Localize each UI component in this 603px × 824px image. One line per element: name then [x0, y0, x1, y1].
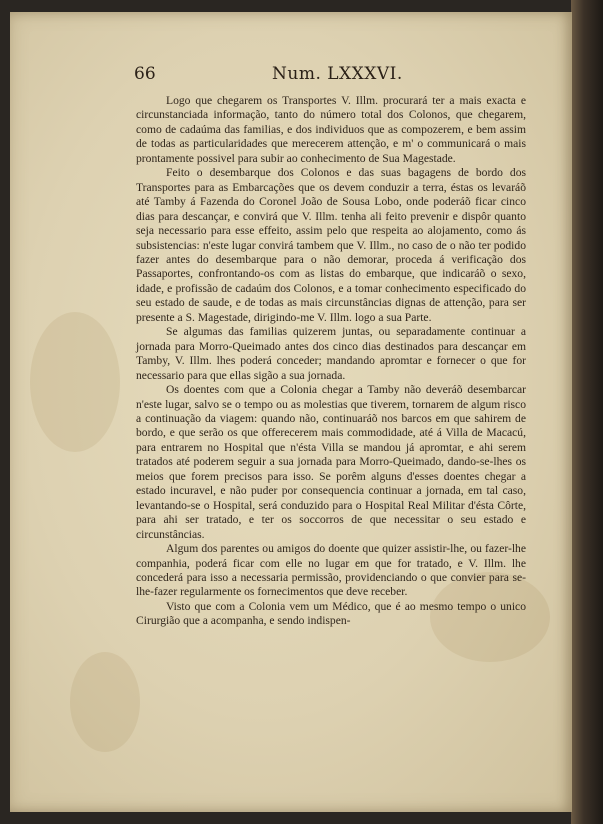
paragraph: Se algumas das familias quizerem juntas, ou separadamente continuar a jornada para Morro-Queimado antes dos cinco dias destinados para descançar em Tamby, V. Illm. lhes poderá conceder; mandando apromtar e fornecer o que for necessario para que ellas sigão a sua jornada.	[136, 325, 526, 382]
document-body	[136, 94, 526, 629]
page-number: 66	[134, 64, 156, 84]
paragraph: Feito o desembarque dos Colonos e das suas bagagens de bordo dos Transportes para as Embarcações que os devem conduzir a terra, éstas os levaráõ até Tamby á Fazenda do Coronel João de Sousa Lobo, onde poderáõ ficar cinco dias para descançar, e convirá que V. Illm. tenha ali feito prevenir e dispôr quanto seja necessario para esse effeito, assim pelo que respeita ao alojamento, como ás subsistencias: n'este lugar convirá tambem que V. Illm., no caso de o não ter podido fazer antes do desembarque para o não demorar, proceda á verificação dos Passaportes, confrontando-os com as listas do embarque, que indicaráõ o sexo, idade, e profissão de cadaúm dos Colonos, e a tomar conhecimento especificado do seu estado de saude, e de todas as mais circunstâncias dignas de attenção, para ser presente a S. Magestade, dirigindo-me V. Illm. logo a sua Parte.	[136, 166, 526, 324]
paragraph: Os doentes com que a Colonia chegar a Tamby não deveráõ desembarcar n'este lugar, salvo se o tempo ou as molestias que tiverem, tornarem de algum risco a continuação da viagem: quando não, continuaráõ nos barcos em que sahirem de bordo, e que serão os que offerecerem mais commodidade, até á Villa de Macacú, para entrarem no Hospital que n'ésta Villa se mandou já apromtar, e ahi serem tratados até poderem seguir a sua jornada para Morro-Queimado, dando-se-lhes os meios que forem precisos para isso. Se porêm alguns d'esses doentes chegar a estado incuravel, e não puder por consequencia continuar a jornada, em tal caso, levantando-se o Hospital, será conduzido para o Hospital Real Militar d'ésta Côrte, para ahi ser tratado, e ter os soccorros de que necessitar o seu estado e circunstâncias.	[136, 383, 526, 541]
paragraph: Visto que com a Colonia vem um Médico, que é ao mesmo tempo o unico Cirurgião que a acompanha, e sendo indispen-	[136, 599, 526, 628]
paper-stain	[70, 652, 140, 752]
paper-stain	[30, 312, 120, 452]
paragraph: Algum dos parentes ou amigos do doente que quizer assistir-lhe, ou fazer-lhe companhia, poderá ficar com elle no lugar em que for tratado, e V. Illm. lhe concederá para isso a necessaria permissão, providenciando o que convier para se-lhe-fazer regularmente os fornecimentos que deve receber.	[136, 542, 526, 599]
paragraph: Logo que chegarem os Transportes V. Illm. procurará ter a mais exacta e circunstanciada informação, tanto do número total dos Colonos, que chegarem, como de cadaúma das familias, e dos individuos que as compozerem, e bem assim de todas as particularidades que merecerem attenção, e m' o communicará o mais prontamente possivel para subir ao conhecimento de Sua Magestade.	[136, 94, 526, 165]
page-heading: Num. LXXXVI.	[272, 64, 403, 84]
book-spine-edge	[571, 0, 603, 824]
